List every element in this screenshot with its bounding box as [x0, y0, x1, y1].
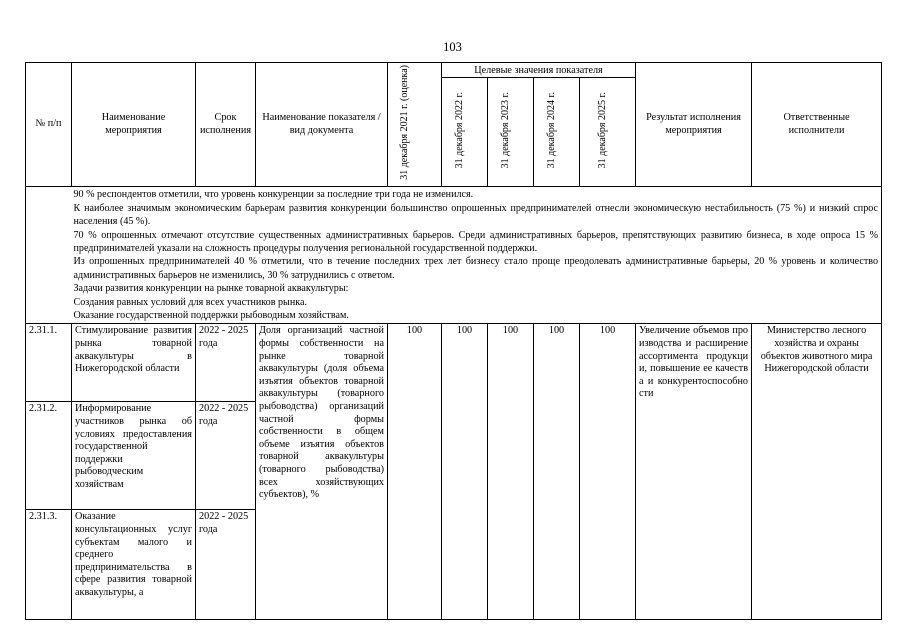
row-num: 2.31.2.	[26, 402, 72, 510]
responsible-text: Министерство лесного хозяйства и охраны объектов животного мира Нижегородской области	[752, 324, 882, 620]
indicator-text: Доля организаций частной формы собственности на рынке товарной аквакультуры (доля объема изъятия объектов товарной аквакультуры (товарного рыбоводства) организаций частной формы собственности в общем объеме изъятия объектов товарной аквакультуры (товарного рыбоводства) всех хозяйствующих субъектов), %	[256, 324, 388, 620]
header-targets-group: Целевые значения показателя	[442, 63, 636, 78]
info-paragraph: Из опрошенных предпринимателей 40 % отметили, что в течение последних трех лет бизнесу стало проще преодолевать административные барьеры, 20 % уровень и количество административных барьеров не изменились, 30 % затруднились с ответом.	[73, 256, 879, 281]
row-num: 2.31.3.	[26, 510, 72, 620]
header-num: № п/п	[26, 63, 72, 187]
header-responsible: Ответственные исполнители	[752, 63, 882, 187]
header-name: Наименование мероприятия	[72, 63, 196, 187]
info-paragraph: Оказание государственной поддержки рыбоводным хозяйствам.	[73, 310, 349, 322]
info-block	[72, 187, 882, 324]
info-paragraph: 90 % респондентов отметили, что уровень конкуренции за последние три года не изменился.	[73, 189, 474, 201]
value-2023: 100	[488, 324, 534, 620]
page-number: 103	[443, 40, 462, 54]
header-col-2023: 31 декабря 2023 г.	[488, 78, 534, 187]
value-2024: 100	[534, 324, 580, 620]
row-name: Информирование участников рынка об условиях предоставления государственной поддержки рыбоводческим хозяйствам	[72, 402, 196, 510]
info-paragraph: Задачи развития конкуренции на рынке товарной аквакультуры:	[73, 283, 349, 295]
value-2025: 100	[580, 324, 636, 620]
info-paragraph: К наиболее значимым экономическим барьерам развития конкуренции большинство опрошенных предпринимателей отнесли экономическую нестабильность (75 %) и низкий спрос населения (45 %).	[73, 202, 879, 228]
row-term: 2022 - 2025 года	[196, 510, 256, 620]
row-name: Оказание консультационных услуг субъектам малого и среднего предпринимательства в сфере развития товарной аквакультуры, а	[72, 510, 196, 620]
value-2022: 100	[442, 324, 488, 620]
row-term: 2022 - 2025 года	[196, 324, 256, 402]
plan-table	[25, 62, 882, 620]
header-term: Срок исполнения	[196, 63, 256, 187]
header-indicator: Наименование показателя / вид документа	[256, 63, 388, 187]
result-text: Увеличение объемов производства и расширение ассортимента продукции, повышение ее качества и конкурентоспособности	[636, 324, 752, 620]
value-2021: 100	[388, 324, 442, 620]
header-col-2024: 31 декабря 2024 г.	[534, 78, 580, 187]
row-num: 2.31.1.	[26, 324, 72, 402]
header-col-2021: 31 декабря 2021 г. (оценка)	[388, 63, 442, 187]
row-name: Стимулирование развития рынка товарной аквакультуры в Нижегородской области	[72, 324, 196, 402]
info-paragraph: Создания равных условий для всех участников рынка.	[73, 296, 307, 308]
info-paragraph: 70 % опрошенных отмечают отсутствие существенных административных барьеров. Среди административных барьеров, препятствующих развитию бизнеса, в ходе опроса 15 % предпринимателей указали на сложность процедуры получения региональной государственной поддержки.	[73, 229, 879, 254]
header-col-2025: 31 декабря 2025 г.	[580, 78, 636, 187]
header-result: Результат исполнения мероприятия	[636, 63, 752, 187]
header-col-2022: 31 декабря 2022 г.	[442, 78, 488, 187]
row-term: 2022 - 2025 года	[196, 402, 256, 510]
